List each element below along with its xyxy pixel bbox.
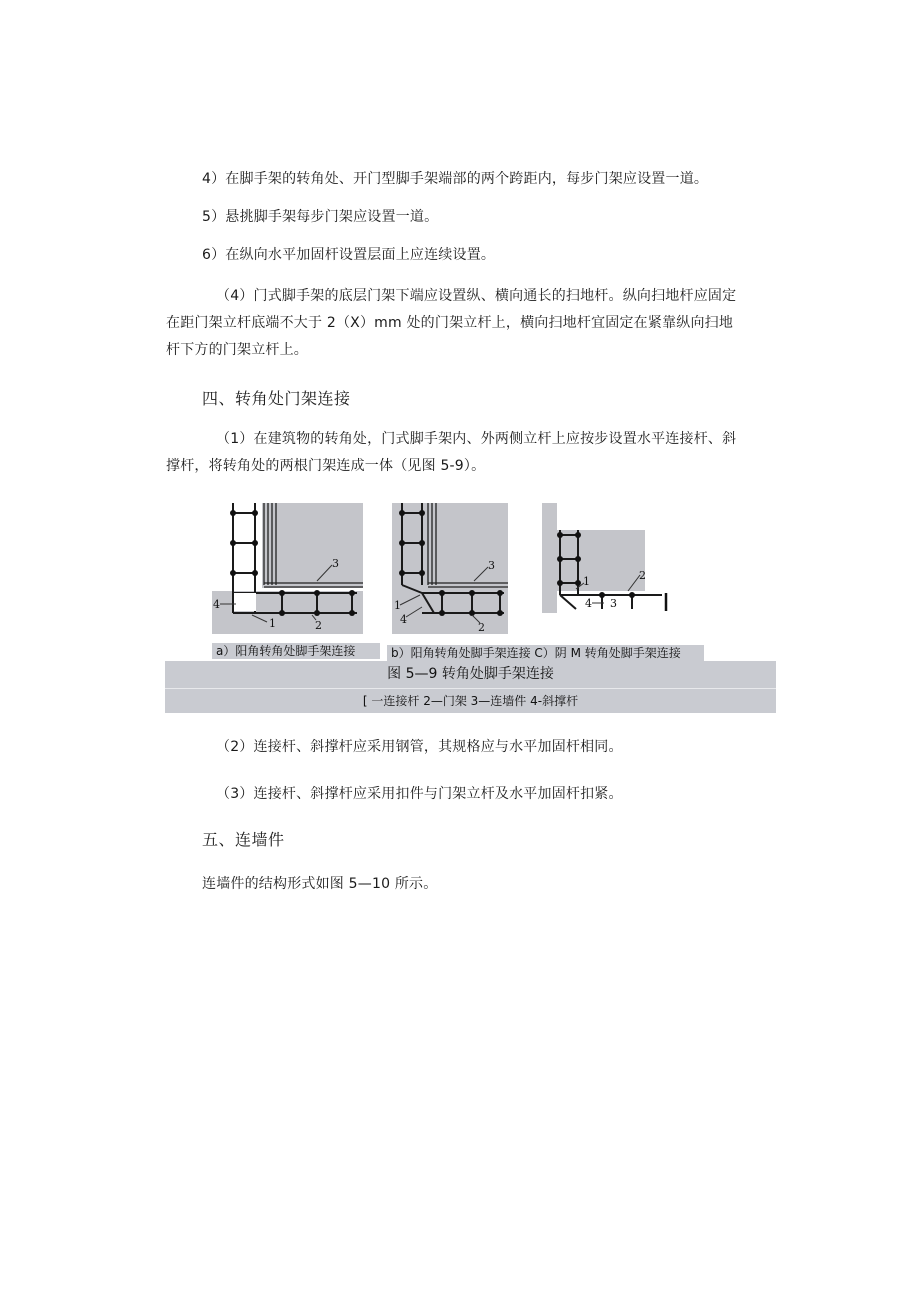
sweep-rod-line-2: 在距门架立杆底端不大于 2（X）mm 处的门架立杆上，横向扫地杆宜固定在紧靠纵向扫地 bbox=[166, 315, 734, 331]
figure-panel-a bbox=[212, 503, 363, 634]
panel-a-label-3: 3 bbox=[332, 557, 339, 570]
panel-bc-sublabel: b）阳角转角处脚手架连接 C）阴 M 转角处脚手架连接 bbox=[387, 645, 704, 661]
panel-b-label-3: 3 bbox=[488, 559, 495, 572]
section-5-para1: 连墙件的结构形式如图 5—10 所示。 bbox=[202, 876, 438, 892]
panel-c-label-1: 1 bbox=[583, 575, 590, 588]
section-4-para1-line1: （1）在建筑物的转角处，门式脚手架内、外两侧立杆上应按步设置水平连接杆、斜 bbox=[216, 431, 737, 447]
panel-b-label-4: 4 bbox=[400, 613, 407, 626]
item-4-text: 4）在脚手架的转角处、开门型脚手架端部的两个跨距内，每步门架应设置一道。 bbox=[202, 171, 709, 187]
figure-panel-c bbox=[542, 503, 668, 613]
panel-c-label-3: 3 bbox=[610, 597, 617, 610]
sweep-rod-line-3: 杆下方的门架立杆上。 bbox=[166, 342, 308, 358]
section-4-para1-line2: 撑杆，将转角处的两根门架连成一体（见图 5-9）。 bbox=[166, 458, 486, 474]
section-4-heading: 四、转角处门架连接 bbox=[202, 389, 351, 408]
figure-caption-band bbox=[165, 661, 776, 713]
caption-divider bbox=[165, 688, 776, 689]
item-6-text: 6）在纵向水平加固杆设置层面上应连续设置。 bbox=[202, 247, 496, 263]
section-4-para2: （2）连接杆、斜撑杆应采用钢管，其规格应与水平加固杆相同。 bbox=[216, 739, 623, 755]
figure-caption: 图 5—9 转角处脚手架连接 bbox=[387, 666, 554, 682]
sweep-rod-line-1: （4）门式脚手架的底层门架下端应设置纵、横向通长的扫地杆。纵向扫地杆应固定 bbox=[216, 288, 737, 304]
section-4-para3: （3）连接杆、斜撑杆应采用扣件与门架立杆及水平加固杆扣紧。 bbox=[216, 786, 623, 802]
figure-legend: [ 一连接杆 2—门架 3—连墙件 4-斜撑杆 bbox=[362, 694, 579, 708]
figure-panel-b bbox=[392, 503, 508, 634]
panel-c-label-4: 4 bbox=[585, 597, 592, 610]
panel-a-label-4: 4 bbox=[213, 598, 220, 611]
panel-a-sublabel: a）阳角转角处脚手架连接 bbox=[212, 643, 380, 659]
panel-b-label-1: 1 bbox=[394, 599, 401, 612]
panel-b-label-2: 2 bbox=[478, 621, 485, 634]
item-5-text: 5）悬挑脚手架每步门架应设置一道。 bbox=[202, 209, 439, 225]
section-5-heading: 五、连墙件 bbox=[202, 830, 285, 849]
panel-a-label-2: 2 bbox=[315, 619, 322, 632]
panel-a-label-1: 1 bbox=[269, 617, 276, 630]
panel-c-label-2: 2 bbox=[639, 569, 646, 582]
